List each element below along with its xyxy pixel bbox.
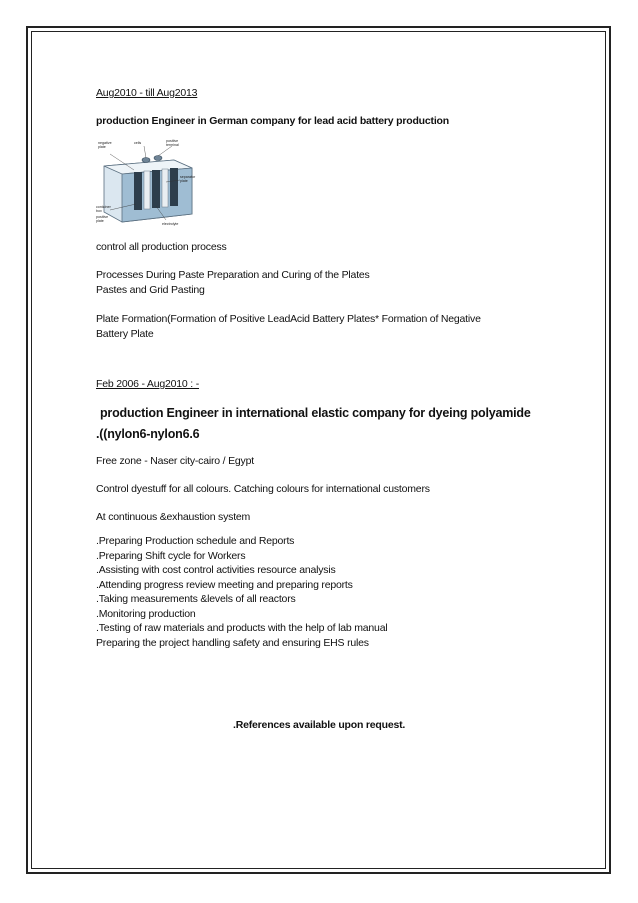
job1-formation-line-2: Battery Plate <box>96 328 154 340</box>
job1-paste-line-2: Pastes and Grid Pasting <box>96 284 205 296</box>
label-negative-plate-2: plate <box>98 145 106 149</box>
duty-item: .Monitoring production <box>96 608 196 620</box>
label-container-2: box <box>96 209 102 213</box>
duty-item: .Taking measurements &levels of all reactors <box>96 593 296 605</box>
job1-paste-line-1: Processes During Paste Preparation and Curing of the Plates <box>96 269 370 281</box>
label-positive-plate-2: plate <box>96 219 104 223</box>
job1-title: production Engineer in German company for lead acid battery production <box>96 115 449 127</box>
job2-period: Feb 2006 - Aug2010 : - <box>96 378 200 390</box>
label-container: container <box>96 205 111 209</box>
label-separator-2: plate <box>180 179 188 183</box>
label-positive-plate: positive <box>96 215 109 219</box>
job1-control-line: control all production process <box>96 241 227 253</box>
job2-title-line-2: .((nylon6-nylon6.6 <box>96 427 200 441</box>
label-negative-plate: negative <box>98 141 112 145</box>
label-electrolyte: electrolyte <box>162 222 179 226</box>
duty-item: .Preparing Shift cycle for Workers <box>96 550 246 562</box>
label-positive-terminal-2: terminal <box>166 143 179 147</box>
label-positive-terminal: positive <box>166 139 179 143</box>
job2-exhaustion-line: At continuous &exhaustion system <box>96 511 251 523</box>
battery-diagram-image <box>96 138 196 226</box>
job1-formation-line-1: Plate Formation(Formation of Positive LeadAcid Battery Plates* Formation of Negative <box>96 313 481 325</box>
job1-period: Aug2010 - till Aug2013 <box>96 87 198 99</box>
duty-item: .Testing of raw materials and products with the help of lab manual <box>96 622 388 634</box>
job2-title-line-1: production Engineer in international elastic company for dyeing polyamide <box>100 406 531 420</box>
job2-location: Free zone - Naser city-cairo / Egypt <box>96 455 254 467</box>
references-note: .References available upon request. <box>233 719 406 731</box>
job2-dyestuff-line: Control dyestuff for all colours. Catching colours for international customers <box>96 483 430 495</box>
label-cells: cells <box>134 141 142 145</box>
duty-item: .Preparing Production schedule and Reports <box>96 535 295 547</box>
duty-item: .Attending progress review meeting and preparing reports <box>96 579 353 591</box>
duty-item: Preparing the project handling safety and ensuring EHS rules <box>96 637 369 649</box>
label-separator: separator <box>180 175 196 179</box>
duty-item: .Assisting with cost control activities resource analysis <box>96 564 336 576</box>
